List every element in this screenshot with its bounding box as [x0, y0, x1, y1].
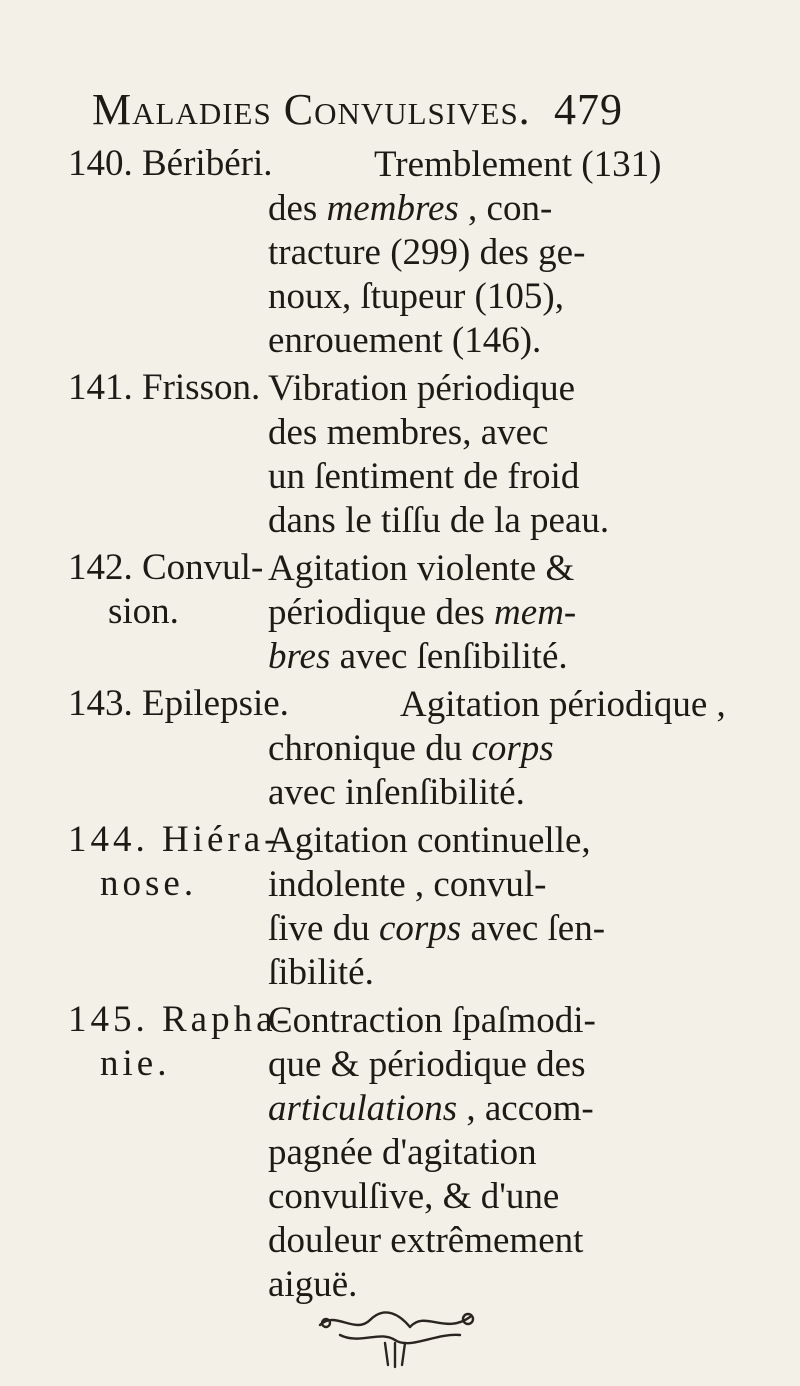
- entry-140-line-4: noux, ſtupeur (105),: [268, 276, 564, 317]
- entry-143-line-3: avec inſenſibilité.: [268, 772, 525, 813]
- entry-144-line-1: Agitation continuelle,: [268, 820, 591, 861]
- entry-141-heading: 141. Frisson.: [68, 367, 261, 408]
- entry-145-heading-2: nie.: [100, 1043, 171, 1084]
- page-number: 479: [554, 85, 623, 134]
- entry-140-line-1: Tremblement (131): [374, 144, 662, 185]
- entry-141-line-3: un ſentiment de froid: [268, 456, 580, 497]
- entry-141-line-2: des membres, avec: [268, 412, 549, 453]
- running-header: [92, 84, 623, 135]
- entry-144-line-3: ſive du corps avec ſen-: [268, 908, 606, 949]
- entry-144-line-2: indolente , convul-: [268, 864, 547, 905]
- entry-145-line-2: que & périodique des: [268, 1044, 586, 1085]
- entry-145-line-6: douleur extrêmement: [268, 1220, 584, 1261]
- entry-143-heading: 143. Epilepsie.: [68, 683, 289, 724]
- tailpiece-ornament: [300, 1305, 490, 1375]
- entry-140-line-5: enrouement (146).: [268, 320, 542, 361]
- entry-142-line-2: périodique des mem-: [268, 592, 577, 633]
- entry-144-heading-2: nose.: [100, 863, 198, 904]
- entry-145-line-1: Contraction ſpaſmodi-: [268, 1000, 596, 1041]
- entry-142-line-3: bres avec ſenſibilité.: [268, 636, 568, 677]
- entry-144-heading-1: 144. Hiéra-: [68, 819, 281, 860]
- entry-145-line-7: aiguë.: [268, 1264, 358, 1305]
- entry-144-line-4: ſibilité.: [268, 952, 374, 993]
- entry-145-line-5: convulſive, & d'une: [268, 1176, 560, 1217]
- entry-145-line-3: articulations , accom-: [268, 1088, 594, 1129]
- entry-141-line-1: Vibration périodique: [268, 368, 576, 409]
- entry-145-line-4: pagnée d'agitation: [268, 1132, 537, 1173]
- entry-140-heading: 140. Béribéri.: [68, 143, 273, 184]
- entry-141-line-4: dans le tiſſu de la peau.: [268, 500, 610, 541]
- entry-143-line-2: chronique du corps: [268, 728, 554, 769]
- header-title: Maladies Convulsives.: [92, 85, 531, 134]
- entry-140-line-2: des membres , con-: [268, 188, 553, 229]
- entry-140-line-3: tracture (299) des ge-: [268, 232, 586, 273]
- entry-142-heading-2: sion.: [108, 591, 179, 632]
- entry-142-line-1: Agitation violente &: [268, 548, 575, 589]
- entry-142-heading-1: 142. Convul-: [68, 547, 264, 588]
- entry-145-heading-1: 145. Rapha-: [68, 999, 293, 1040]
- entry-143-line-1: Agitation périodique ,: [400, 684, 726, 725]
